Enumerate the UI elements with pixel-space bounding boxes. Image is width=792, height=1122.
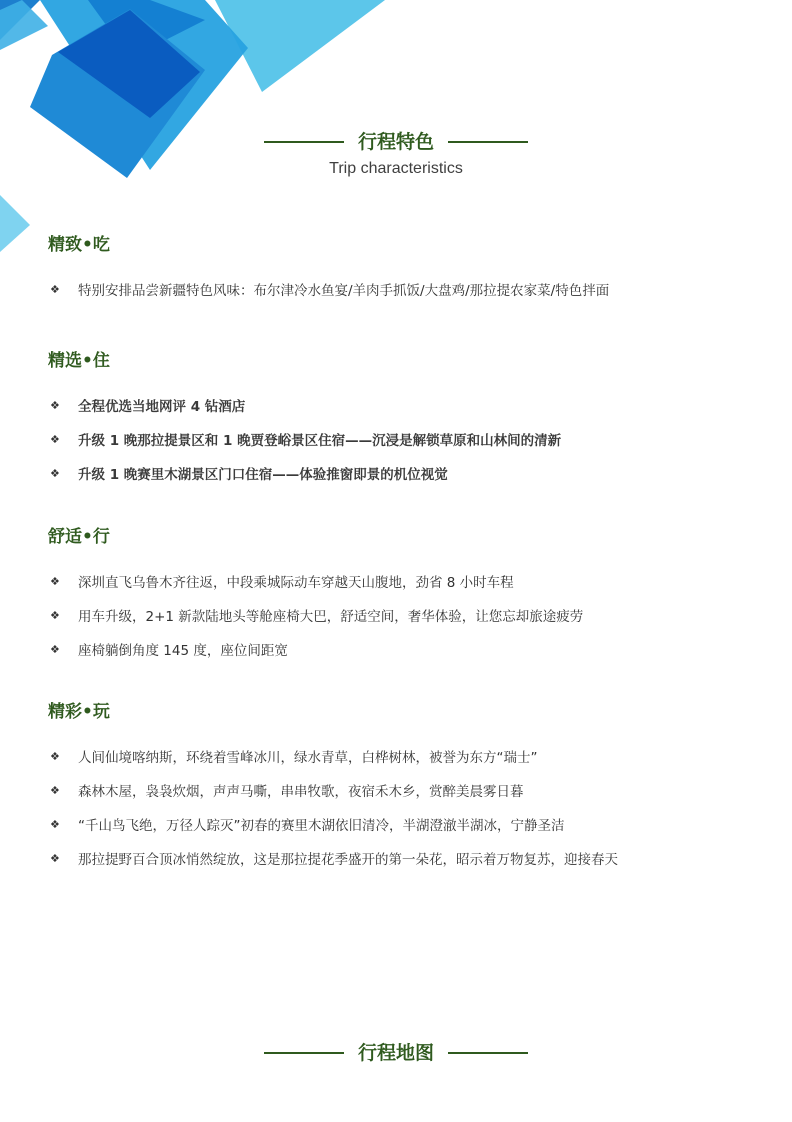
trip-characteristics-header — [0, 130, 792, 178]
list-item-text: 特别安排品尝新疆特色风味：布尔津冷水鱼宴/羊肉手抓饭/大盘鸡/那拉提农家菜/特色拌面 — [78, 283, 610, 299]
list-item-text: 那拉提野百合顶冰悄然绽放，这是那拉提花季盛开的第一朵花，昭示着万物复苏，迎接春天 — [78, 852, 618, 868]
section-heading: 精致•吃 — [48, 235, 110, 255]
section-heading: 精选•住 — [48, 351, 110, 371]
diamond-cluster-icon: ❖ — [50, 817, 60, 831]
list-item — [48, 739, 748, 773]
section-heading: 舒适•行 — [48, 527, 110, 547]
list-item-text: 座椅躺倒角度 145 度，座位间距宽 — [78, 643, 288, 659]
diamond-cluster-icon: ❖ — [50, 749, 60, 763]
list-item-text: 用车升级，2+1 新款陆地头等舱座椅大巴，舒适空间，奢华体验，让您忘却旅途疲劳 — [78, 609, 584, 625]
diamond-cluster-icon: ❖ — [50, 608, 60, 622]
list-item — [48, 632, 748, 666]
list-item — [48, 564, 748, 598]
section-heading: 精彩•玩 — [48, 702, 110, 722]
list-item-text: 深圳直飞乌鲁木齐往返，中段乘城际动车穿越天山腹地，劲省 8 小时车程 — [78, 575, 514, 591]
diamond-cluster-icon: ❖ — [50, 432, 60, 446]
diamond-cluster-icon: ❖ — [50, 574, 60, 588]
list-item — [48, 841, 748, 875]
list-item-text: “千山鸟飞绝，万径人踪灭”初春的赛里木湖依旧清冷，半湖澄澈半湖冰，宁静圣洁 — [78, 818, 565, 834]
footer-title: 行程地图 — [357, 1042, 434, 1064]
list-item-text: 森林木屋，袅袅炊烟，声声马嘶，串串牧歌，夜宿禾木乡，赏醉美晨雾日暮 — [78, 784, 524, 800]
list-item — [48, 807, 748, 841]
section-food — [48, 234, 748, 306]
section-accommodation — [48, 350, 748, 490]
list-item — [48, 388, 748, 422]
diamond-cluster-icon: ❖ — [50, 783, 60, 797]
list-item — [48, 456, 748, 490]
list-item — [48, 773, 748, 807]
page-subtitle: Trip characteristics — [329, 160, 463, 177]
list-item-text: 人间仙境喀纳斯，环绕着雪峰冰川，绿水青草，白桦树林，被誉为东方“瑞士” — [78, 750, 538, 766]
list-item-text: 升级 1 晚赛里木湖景区门口住宿——体验推窗即景的机位视觉 — [78, 467, 448, 483]
title-divider-right — [448, 141, 528, 143]
diamond-cluster-icon: ❖ — [50, 851, 60, 865]
list-item — [48, 272, 748, 306]
list-item-text: 全程优选当地网评 4 钻酒店 — [78, 399, 246, 415]
diamond-cluster-icon: ❖ — [50, 642, 60, 656]
diamond-cluster-icon: ❖ — [50, 398, 60, 412]
title-divider-left — [264, 1052, 344, 1054]
section-activities — [48, 701, 748, 875]
page-title: 行程特色 — [357, 131, 434, 153]
section-transport — [48, 526, 748, 666]
list-item — [48, 598, 748, 632]
list-item-text: 升级 1 晚那拉提景区和 1 晚贾登峪景区住宿——沉浸是解锁草原和山林间的清新 — [78, 433, 562, 449]
diamond-cluster-icon: ❖ — [50, 282, 60, 296]
title-divider-left — [264, 141, 344, 143]
list-item — [48, 422, 748, 456]
diamond-cluster-icon: ❖ — [50, 466, 60, 480]
title-divider-right — [448, 1052, 528, 1054]
trip-map-header — [0, 1041, 792, 1065]
